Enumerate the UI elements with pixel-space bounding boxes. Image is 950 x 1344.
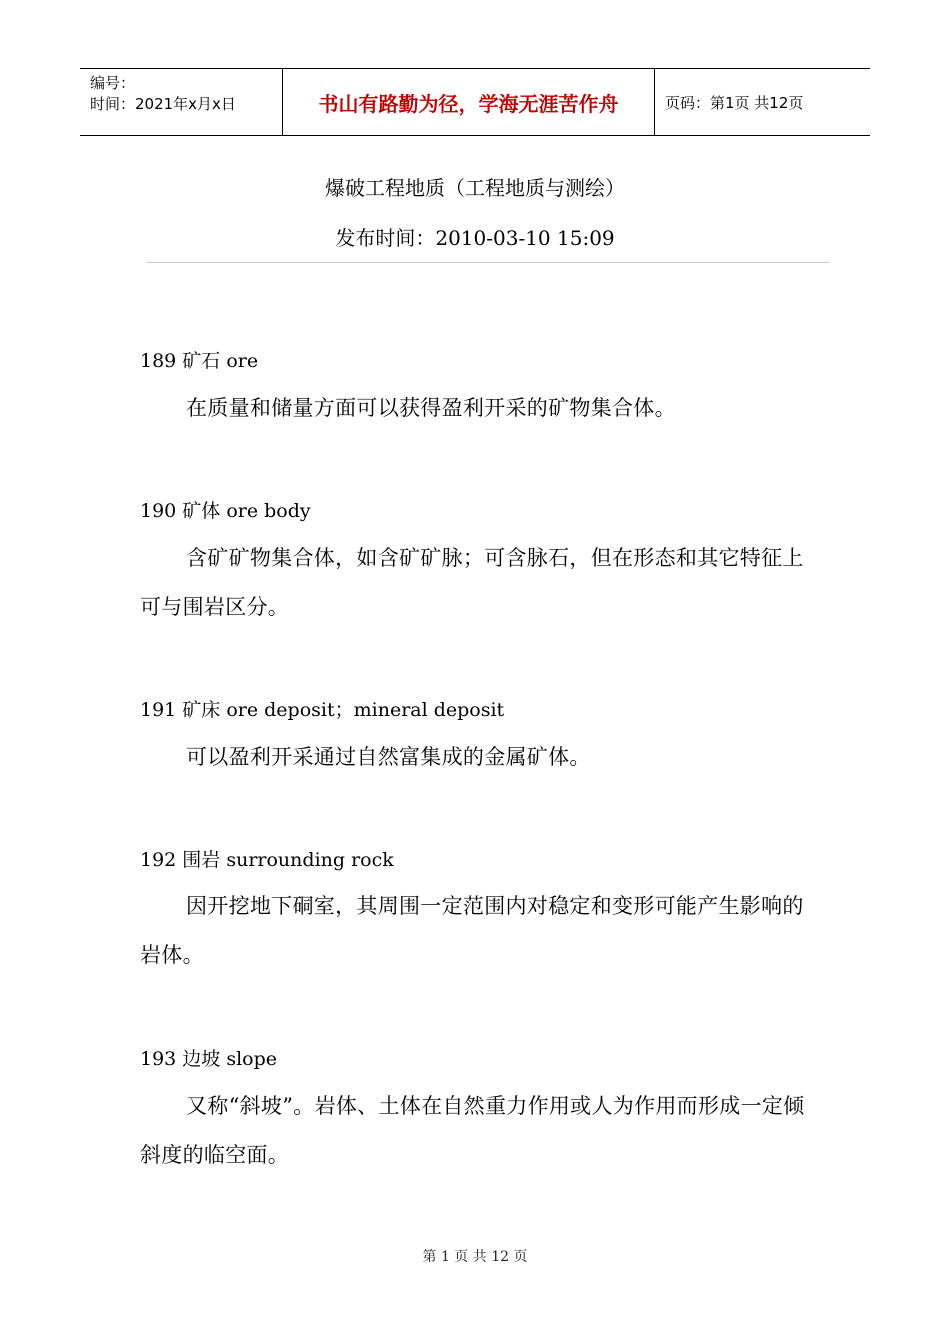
entry-definition: 含矿矿物集合体，如含矿矿脉；可含脉石，但在形态和其它特征上可与围岩区分。 (140, 546, 804, 619)
publish-time: 发布时间：2010-03-10 15:09 (335, 226, 615, 250)
entry-term: 192 围岩 surrounding rock (140, 849, 394, 871)
entry-definition: 又称“斜坡”。岩体、土体在自然重力作用或人为作用而形成一定倾斜度的临空面。 (140, 1094, 805, 1167)
entry-definition: 因开挖地下硐室，其周围一定范围内对稳定和变形可能产生影响的岩体。 (140, 894, 804, 967)
entry-definition: 在质量和储量方面可以获得盈利开采的矿物集合体。 (186, 396, 676, 420)
entry-term: 189 矿石 ore (140, 350, 259, 372)
entry-term: 193 边坡 slope (140, 1048, 278, 1070)
page-info: 页码：第1页 共12页 (665, 93, 804, 112)
time-label: 时间：2021年x月x日 (90, 95, 236, 113)
document-title: 爆破工程地质（工程地质与测绘） (325, 176, 625, 200)
header-table (80, 68, 870, 136)
entry-term: 190 矿体 ore body (140, 500, 311, 522)
page-footer: 第 1 页 共 12 页 (422, 1249, 528, 1265)
entry-definition: 可以盈利开采通过自然富集成的金属矿体。 (186, 745, 591, 769)
slogan: 书山有路勤为径，学海无涯苦作舟 (282, 69, 655, 135)
entry-term: 191 矿床 ore deposit；mineral deposit (140, 699, 505, 721)
header-meta-cell (80, 69, 282, 135)
divider (146, 262, 830, 263)
number-label: 编号： (90, 74, 136, 92)
